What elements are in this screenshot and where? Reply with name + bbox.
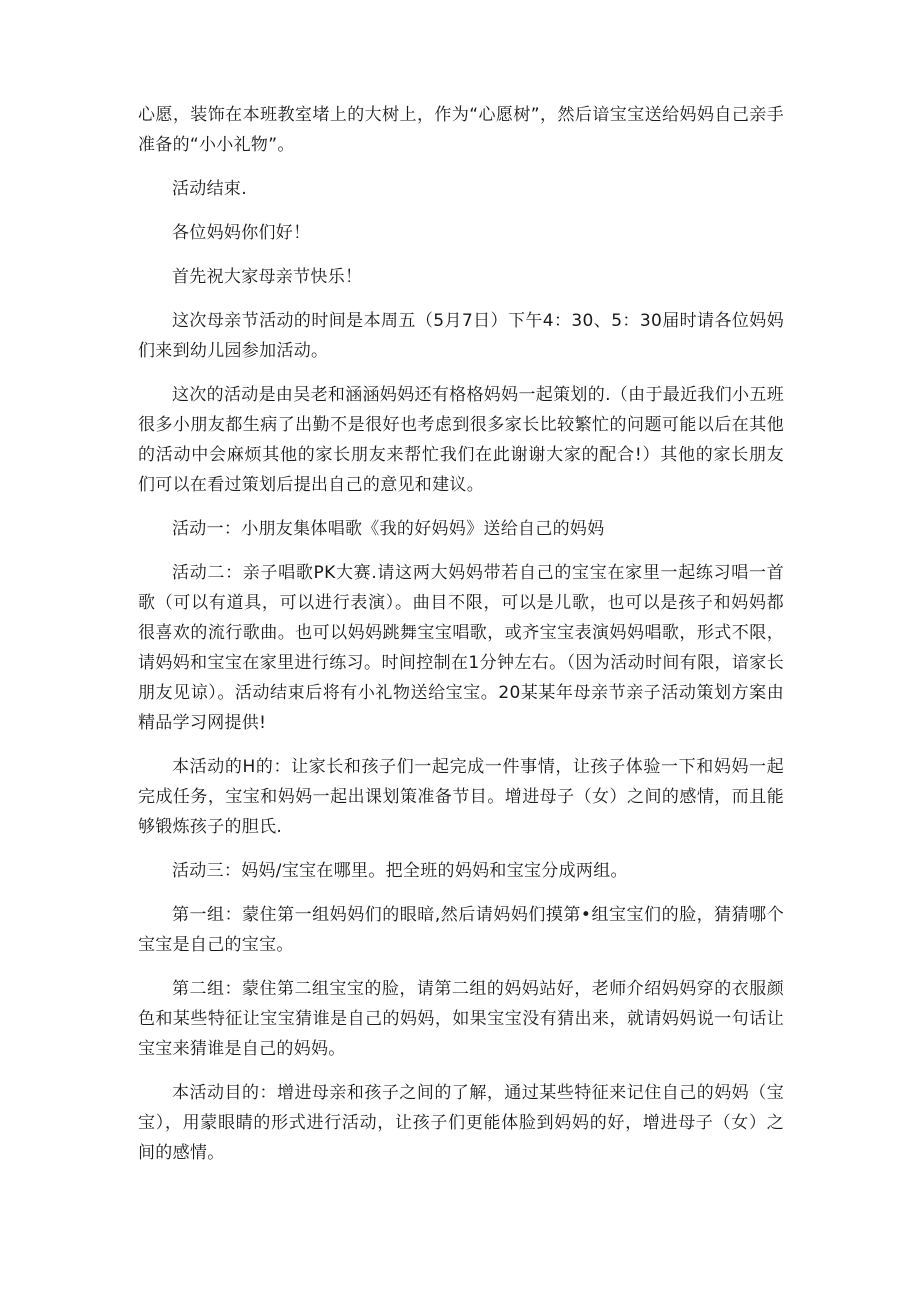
paragraph-greeting: 各位妈妈你们好！ xyxy=(172,223,311,243)
document-body xyxy=(138,100,784,1182)
paragraph-wishes: 首先祝大家母亲节快乐！ xyxy=(172,267,363,287)
paragraph-planning: 这次的活动是由吴老和涵涵妈妈还有格格妈妈一起策划的.（由于最近我们小五班很多小朋友都生病了出勤不是很好也考虑到很多家长比较繁忙的问题可能以后在其他的活动中会麻烦其他的家长朋友来帮忙我们在此谢谢大家的配合!）其他的家长朋友们可以在看过策划后提出自己的意见和建议。 xyxy=(138,385,784,495)
paragraph-purpose-two: 本活动目的：增进母亲和孩子之间的了解，通过某些特征来记住自己的妈妈（宝宝），用蒙眼睛的形式进行活动，让孩子们更能体脸到妈妈的好，增进母子（女）之间的感情。 xyxy=(138,1083,784,1163)
paragraph-activity-three: 活动三：妈妈/宝宝在哪里。把全班的妈妈和宝宝分成两组。 xyxy=(172,861,628,881)
paragraph-continuation: 心愿，装饰在本班教室堵上的大树上，作为“心愿树”，然后谙宝宝送给妈妈自己亲手准备的“小小礼物”。 xyxy=(138,105,784,155)
paragraph-group-two: 第二组：蒙住第二组宝宝的脸，请第二组的妈妈站好，老师介绍妈妈穿的衣服颜色和某些特征让宝宝猜谁是自己的妈妈，如果宝宝没有猜出来，就请妈妈说一句话让宝宝来猜谁是自己的妈妈。 xyxy=(138,979,784,1059)
paragraph-activity-end: 活动结束. xyxy=(172,179,247,199)
paragraph-group-one: 第一组：蒙住第一组妈妈们的眼暗,然后请妈妈们摸第•组宝宝们的脸，猜猜哪个宝宝是自己的宝宝。 xyxy=(138,905,784,955)
paragraph-activity-one: 活动一：小朋友集体唱歌《我的好妈妈》送给自己的妈妈 xyxy=(172,519,605,539)
paragraph-purpose-one: 本活动的H的：让家长和孩子们一起完成一件事情，让孩子体验一下和妈妈一起完成任务，宝宝和妈妈一起出课划策准备节目。增进母子（女）之间的感情，而且能够锻炼孩子的胆氏. xyxy=(138,757,784,837)
paragraph-activity-two: 活动二：亲子唱歌PK大赛.请这两大妈妈带若自己的宝宝在家里一起练习唱一首歌（可以有道具，可以进行表演）。曲目不限，可以是儿歌，也可以是孩子和妈妈都很喜欢的流行歌曲。也可以妈妈跳舞宝宝唱歌，或齐宝宝表演妈妈唱歌，形式不限，请妈妈和宝宝在家里进行练习。时间控制在1分钟左右。（因为活动时间有限，谙家长朋友见谅）。活动结束后将有小礼物送给宝宝。20某某年母亲节亲子活动策划方案由精品学习网提供! xyxy=(138,563,784,733)
paragraph-time: 这次母亲节活动的时间是本周五（5月7日）下午4：30、5：30届时请各位妈妈们来到幼儿园参加活动。 xyxy=(138,311,784,361)
